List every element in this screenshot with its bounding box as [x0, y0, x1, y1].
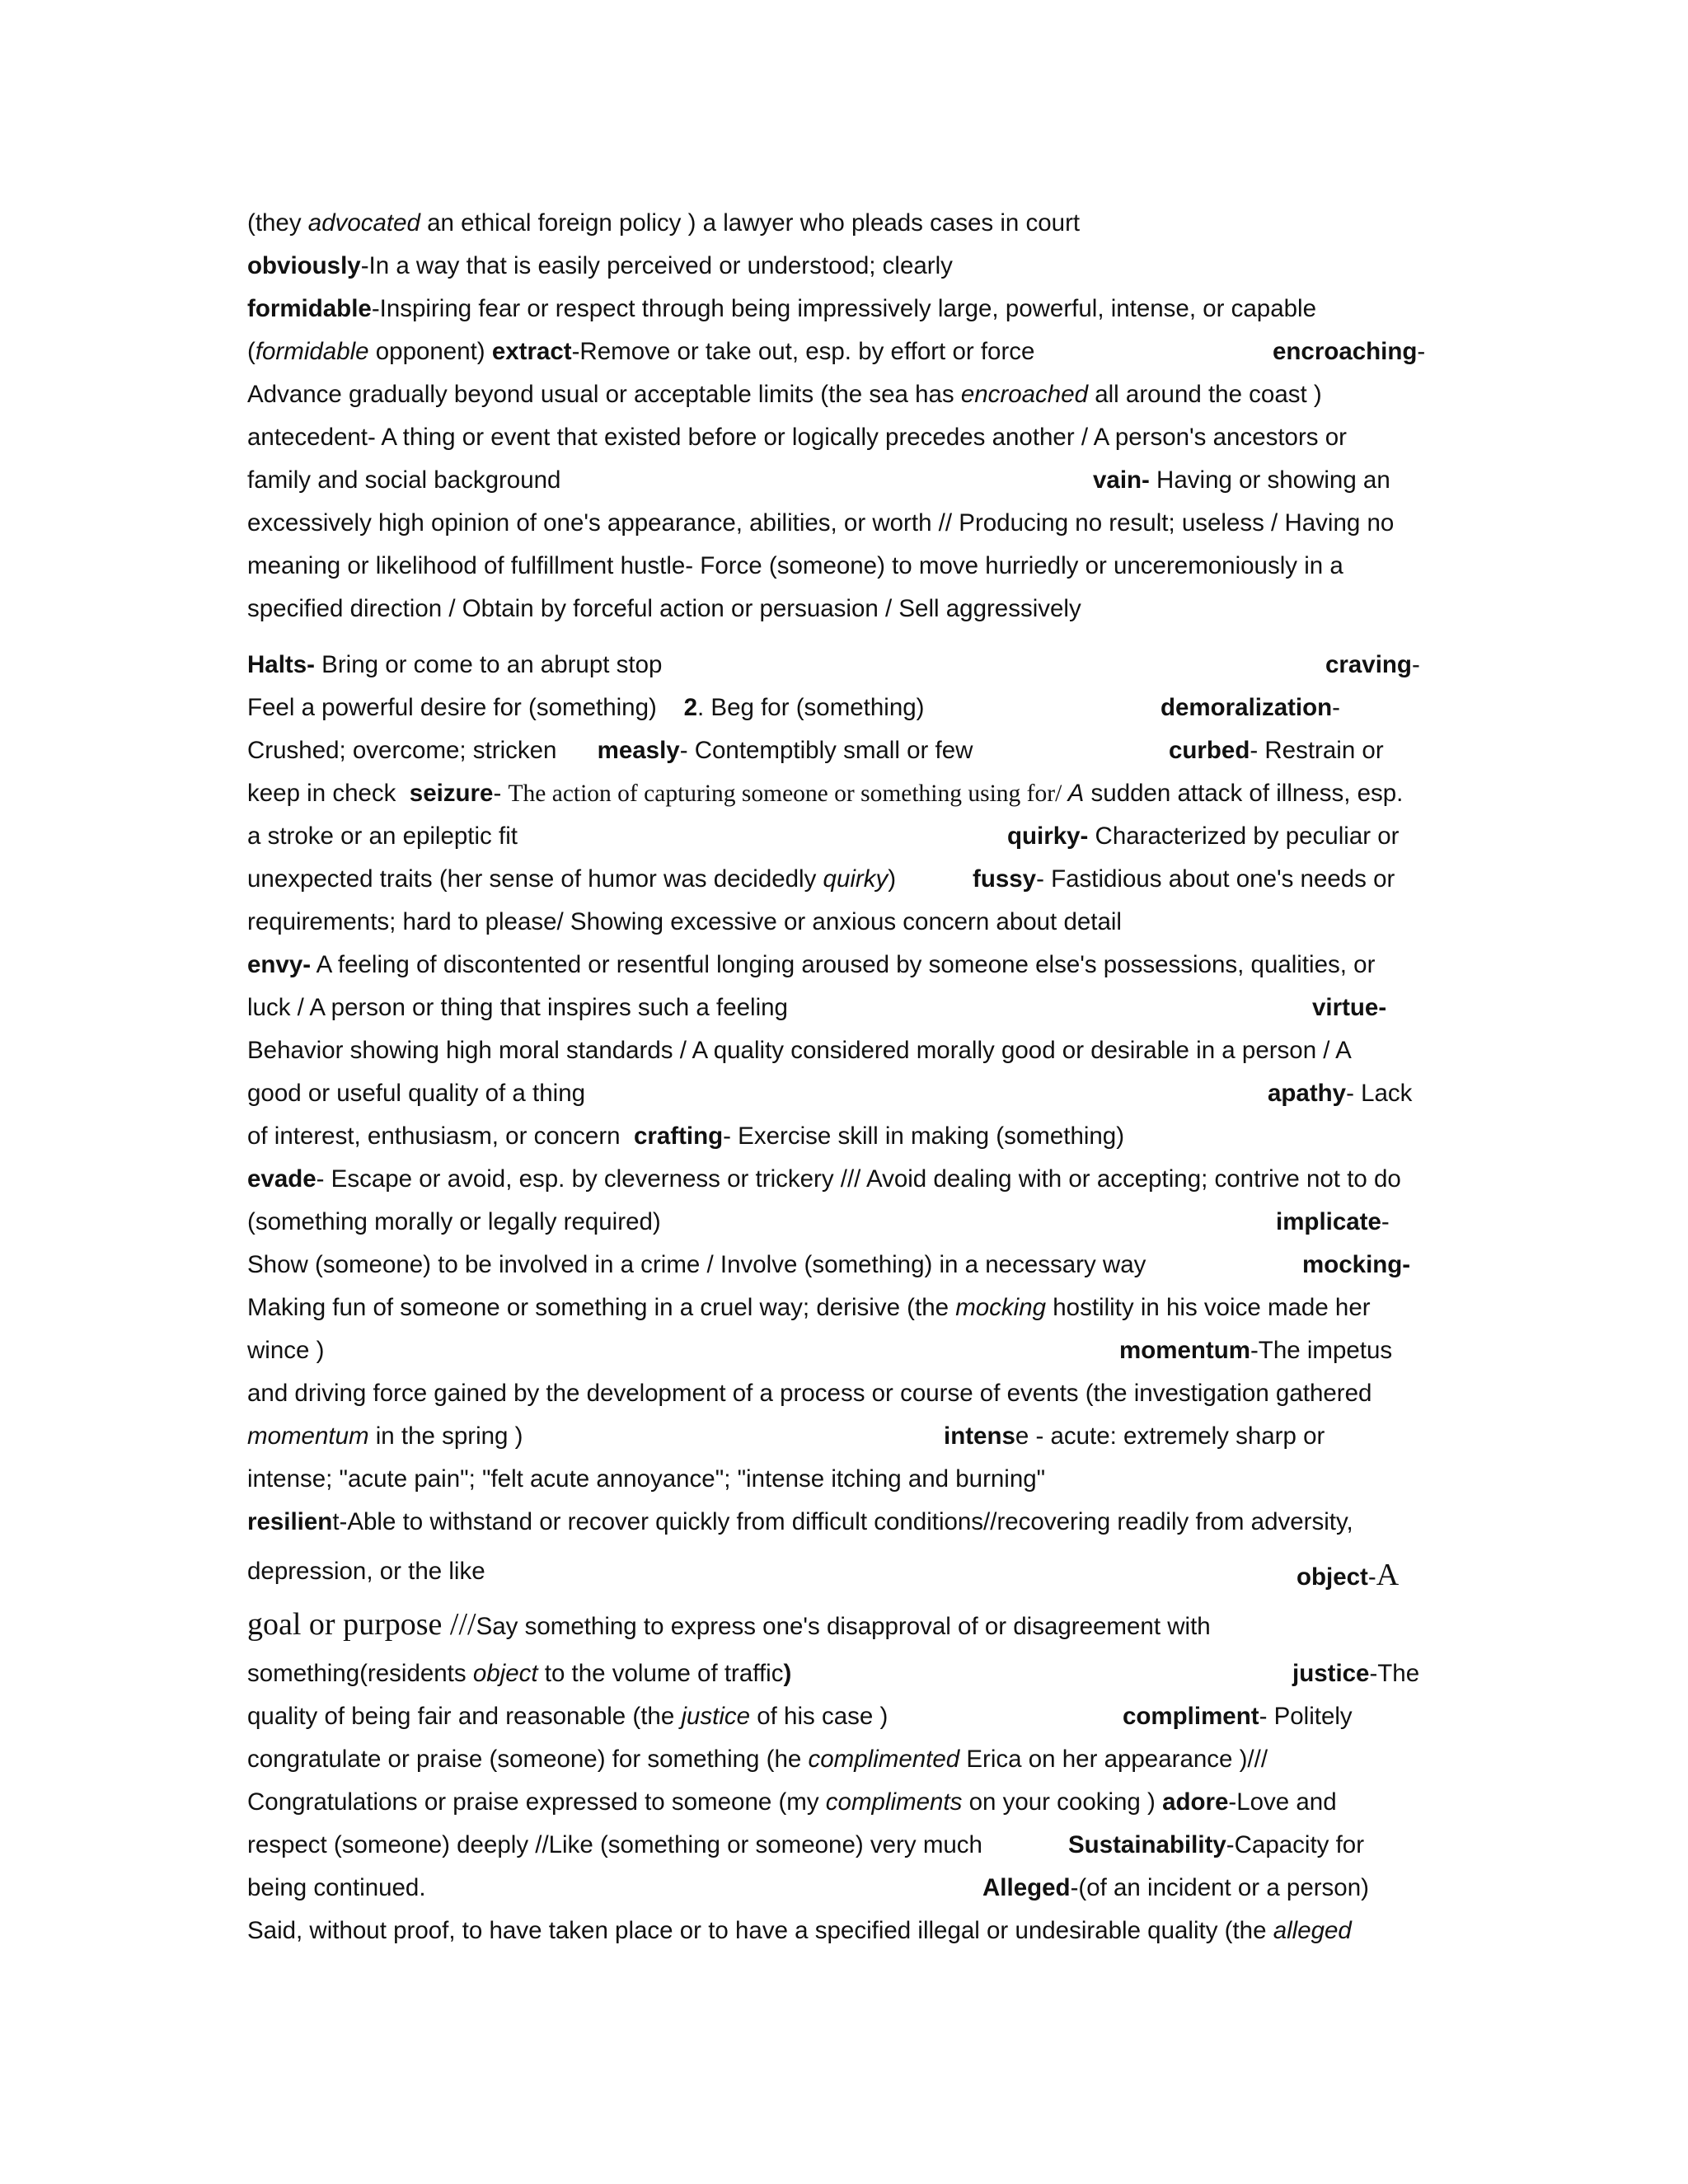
text-run: object: [1296, 1563, 1368, 1591]
text-line: [247, 382, 1322, 407]
text-line-right: [1302, 1253, 1410, 1277]
text-line: [247, 738, 973, 763]
text-run: justice: [681, 1703, 751, 1730]
text-run: obviously: [247, 252, 361, 279]
text-line: [247, 781, 1403, 807]
text-run: measly: [597, 737, 680, 764]
text-run: Making fun of someone or something in a cruel way; derisive (the: [247, 1294, 956, 1321]
text-line: [247, 340, 1034, 364]
text-run: to the volume of traffic: [537, 1660, 784, 1687]
text-run: wince ): [247, 1337, 325, 1364]
text-run: meaning or likelihood of fulfillment hustle- Force (someone) to move hurriedly or unceremoniously in a: [247, 552, 1343, 579]
text-line-right: [1007, 824, 1399, 849]
text-run: all around the coast ): [1088, 381, 1322, 408]
text-run: good or useful quality of a thing: [247, 1080, 586, 1107]
text-line-right: [1273, 340, 1425, 364]
text-run: Crushed; overcome; stricken: [247, 737, 598, 764]
text-run: excessively high opinion of one's appearance, abilities, or worth // Producing no result; useless / Having no: [247, 509, 1395, 537]
text-line-right: [973, 867, 1395, 892]
text-run: something(residents: [247, 1660, 473, 1687]
text-line-right: [1296, 1559, 1399, 1591]
text-run: resilien: [247, 1508, 333, 1535]
text-line: [247, 1167, 1401, 1192]
text-line: [247, 468, 560, 493]
text-run: Characterized by peculiar or: [1088, 823, 1400, 850]
text-run: compliments: [825, 1788, 963, 1816]
text-run: -: [1367, 1563, 1376, 1591]
text-run: - Restrain or: [1250, 737, 1384, 764]
text-run: unexpected traits (her sense of humor was decidedly: [247, 865, 823, 893]
text-run: Say something to express one's disapproval of or disagreement with: [476, 1613, 1211, 1640]
text-run: The action of capturing someone or something using for/: [508, 780, 1068, 807]
text-line: [247, 211, 1080, 236]
text-line: [247, 297, 1316, 321]
text-line: [247, 653, 662, 677]
text-line: [247, 1467, 1045, 1492]
text-line: [247, 1424, 523, 1449]
text-run: Behavior showing high moral standards / A quality considered morally good or desirable in a person / A: [247, 1037, 1352, 1064]
text-run: - Contemptibly small or few: [679, 737, 973, 764]
text-line: [247, 1381, 1372, 1406]
text-line: [247, 1253, 1146, 1277]
text-run: of interest, enthusiasm, or concern: [247, 1122, 634, 1150]
text-line: [247, 996, 788, 1020]
text-run: specified direction / Obtain by forceful action or persuasion / Sell aggressively: [247, 595, 1081, 622]
text-run: Feel a powerful desire for (something): [247, 694, 684, 721]
text-run: -: [1381, 1208, 1390, 1235]
text-line-right: [1123, 1704, 1353, 1729]
text-line: [247, 1661, 791, 1686]
text-line: [247, 1559, 485, 1584]
text-run: extract: [491, 338, 572, 365]
text-run: formidable: [247, 295, 372, 322]
text-run: A: [1376, 1558, 1400, 1592]
text-line: [247, 953, 1375, 977]
text-run: . Beg for (something): [697, 694, 925, 721]
text-line-right: [944, 1424, 1325, 1449]
text-run: ): [783, 1660, 792, 1687]
text-run: Advance gradually beyond usual or acceptable limits (the sea has: [247, 381, 961, 408]
text-line-right: [1093, 468, 1390, 493]
text-run: ): [888, 865, 897, 893]
text-run: justice: [1292, 1660, 1370, 1687]
text-run: - Fastidious about one's needs or: [1036, 865, 1395, 893]
text-run: Congratulations or praise expressed to someone (my: [247, 1788, 826, 1816]
text-run: sudden attack of illness, esp.: [1084, 780, 1404, 807]
text-line: [247, 867, 896, 892]
text-run: hostility in his voice made her: [1046, 1294, 1371, 1321]
text-run: Bring or come to an abrupt stop: [314, 651, 663, 678]
text-run: respect (someone) deeply //Like (something or someone) very much: [247, 1831, 982, 1858]
text-line-right: [1160, 696, 1340, 720]
text-run: antecedent- A thing or event that existed before or logically precedes another / A person's ancestors or: [247, 424, 1347, 451]
text-run: of his case ): [750, 1703, 889, 1730]
text-line: [247, 1919, 1352, 1943]
text-line: [247, 554, 1343, 579]
text-run: compliment: [1123, 1703, 1259, 1730]
text-run: and driving force gained by the development of a process or course of events (the investigation gathered: [247, 1380, 1372, 1407]
text-run: intense; "acute pain"; "felt acute annoyance"; "intense itching and burning": [247, 1465, 1046, 1493]
text-run: congratulate or praise (someone) for something (he: [247, 1746, 809, 1773]
text-run: envy-: [247, 951, 312, 978]
text-line: [247, 511, 1394, 536]
text-run: Halts-: [247, 651, 315, 678]
text-run: t-Able to withstand or recover quickly from difficult conditions//recovering readily from adversity,: [332, 1508, 1353, 1535]
text-run: Erica on her appearance )///: [959, 1746, 1268, 1773]
text-run: family and social background: [247, 466, 561, 494]
text-run: luck / A person or thing that inspires such a feeling: [247, 994, 788, 1021]
text-run: -: [1411, 651, 1420, 678]
text-run: Alleged: [982, 1874, 1071, 1901]
text-run: - Lack: [1346, 1080, 1413, 1107]
text-run: being continued.: [247, 1874, 426, 1901]
text-run: Sustainability: [1068, 1831, 1226, 1858]
text-run: complimented: [808, 1746, 960, 1773]
text-run: on your cooking ): [962, 1788, 1163, 1816]
text-run: alleged: [1273, 1917, 1352, 1944]
text-run: quality of being fair and reasonable (the: [247, 1703, 682, 1730]
text-run: craving: [1325, 651, 1412, 678]
text-run: virtue-: [1312, 994, 1387, 1021]
text-run: keep in check: [247, 780, 410, 807]
text-run: -: [1417, 338, 1426, 365]
text-run: - Escape or avoid, esp. by cleverness or trickery /// Avoid dealing with or accepting; contrive not to do: [316, 1165, 1401, 1193]
text-run: -: [1332, 694, 1340, 721]
text-run: crafting: [633, 1122, 724, 1150]
text-run: advocated: [307, 209, 420, 237]
text-run: formidable: [255, 338, 369, 365]
text-line-right: [1292, 1661, 1419, 1686]
text-run: vain-: [1093, 466, 1150, 494]
text-line-right: [1169, 738, 1384, 763]
text-run: - Exercise skill in making (something): [723, 1122, 1125, 1150]
text-line-right: [1312, 996, 1386, 1020]
text-run: - Politely: [1259, 1703, 1353, 1730]
text-run: Show (someone) to be involved in a crime / Involve (something) in a necessary way: [247, 1251, 1146, 1278]
text-line: [247, 254, 953, 279]
text-run: intens: [944, 1422, 1015, 1450]
text-line: [247, 1876, 426, 1900]
text-run: -Capacity for: [1226, 1831, 1365, 1858]
text-run: momentum: [1119, 1337, 1250, 1364]
text-line-right: [982, 1876, 1369, 1900]
text-line-right: [1119, 1338, 1392, 1363]
text-line: [247, 696, 924, 720]
text-run: A feeling of discontented or resentful longing aroused by someone else's possessions, qualities, or: [311, 951, 1376, 978]
text-run: -Love and: [1228, 1788, 1337, 1816]
text-run: Said, without proof, to have taken place or to have a specified illegal or undesirable quality (the: [247, 1917, 1273, 1944]
text-line: [247, 1510, 1353, 1535]
text-run: requirements; hard to please/ Showing excessive or anxious concern about detail: [247, 908, 1122, 935]
text-line: [247, 1210, 661, 1235]
text-line: [247, 1124, 1124, 1149]
text-run: curbed: [1169, 737, 1250, 764]
text-run: encroached: [960, 381, 1089, 408]
text-run: -(of an incident or a person): [1070, 1874, 1369, 1901]
text-run: A: [1067, 780, 1085, 807]
text-line-right: [1068, 1833, 1364, 1858]
text-line-right: [1268, 1081, 1412, 1106]
text-run: (something morally or legally required): [247, 1208, 661, 1235]
text-line: [247, 1747, 1268, 1772]
text-run: -: [493, 780, 509, 807]
text-run: -In a way that is easily perceived or understood; clearly: [360, 252, 953, 279]
text-line: [247, 824, 518, 849]
text-run: momentum: [247, 1422, 369, 1450]
text-run: mocking-: [1302, 1251, 1411, 1278]
text-run: apathy: [1268, 1080, 1347, 1107]
text-run: -Inspiring fear or respect through being impressively large, powerful, intense, or capable: [371, 295, 1316, 322]
text-run: -Remove or take out, esp. by effort or force: [571, 338, 1035, 365]
text-run: depression, or the like: [247, 1558, 485, 1585]
text-run: opponent): [368, 338, 492, 365]
text-line: [247, 425, 1347, 450]
text-run: (they: [247, 209, 308, 237]
text-run: evade: [247, 1165, 316, 1193]
text-run: an ethical foreign policy ) a lawyer who pleads cases in court: [420, 209, 1081, 237]
text-line: [247, 1609, 1211, 1640]
text-run: adore: [1162, 1788, 1229, 1816]
text-line: [247, 1833, 982, 1858]
text-run: object: [472, 1660, 538, 1687]
text-line: [247, 1790, 1337, 1815]
text-run: -The: [1369, 1660, 1420, 1687]
text-run: fussy: [973, 865, 1037, 893]
text-run: encroaching: [1273, 338, 1418, 365]
text-line-right: [1276, 1210, 1390, 1235]
text-line: [247, 597, 1081, 621]
text-run: quirky: [823, 865, 889, 893]
text-line: [247, 910, 1122, 935]
text-run: goal or purpose ///: [247, 1607, 476, 1642]
text-run: (: [247, 338, 256, 365]
text-run: Having or showing an: [1149, 466, 1390, 494]
text-line-right: [1325, 653, 1420, 677]
text-line: [247, 1296, 1371, 1320]
text-line: [247, 1338, 324, 1363]
text-run: 2: [683, 694, 698, 721]
text-run: demoralization: [1160, 694, 1333, 721]
text-line: [247, 1704, 888, 1729]
text-run: -The impetus: [1250, 1337, 1393, 1364]
text-line: [247, 1081, 585, 1106]
text-run: in the spring ): [368, 1422, 523, 1450]
text-run: mocking: [955, 1294, 1047, 1321]
text-run: implicate: [1276, 1208, 1381, 1235]
text-run: a stroke or an epileptic fit: [247, 823, 518, 850]
text-run: quirky-: [1007, 823, 1089, 850]
text-run: e - acute: extremely sharp or: [1015, 1422, 1325, 1450]
text-run: seizure: [409, 780, 494, 807]
text-line: [247, 1038, 1352, 1063]
